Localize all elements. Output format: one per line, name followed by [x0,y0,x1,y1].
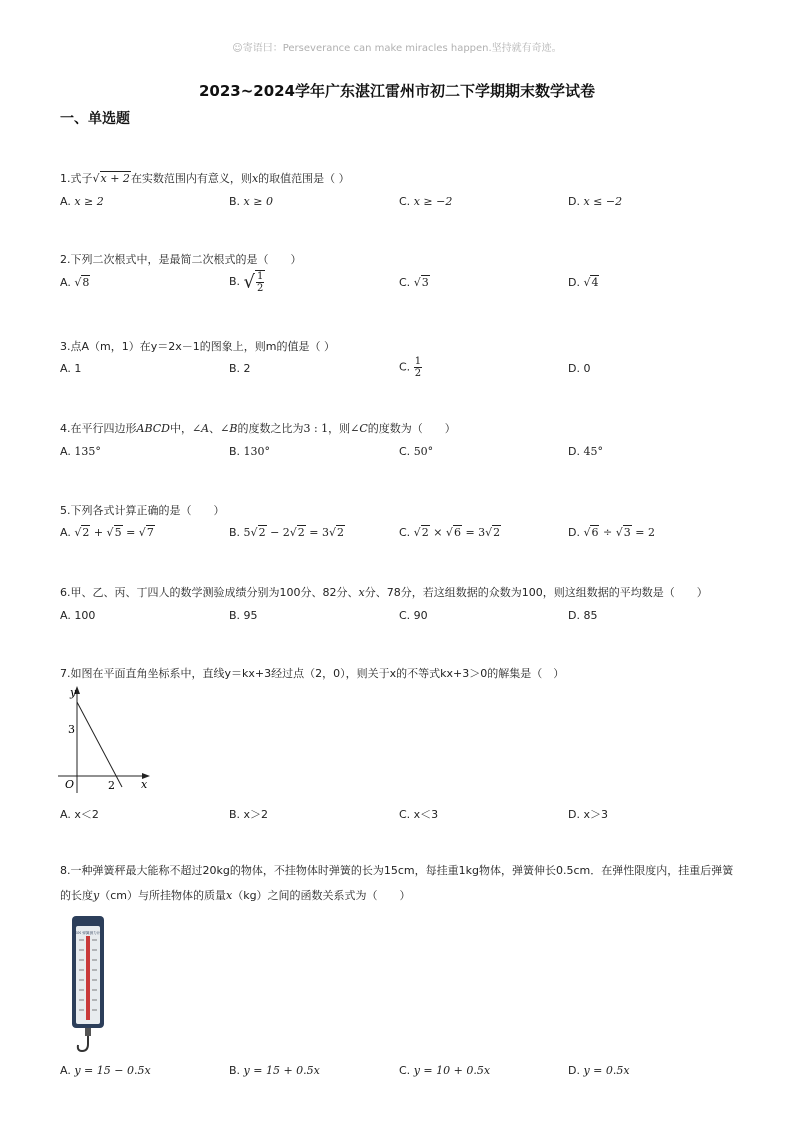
q2-options [60,271,760,304]
q6-options [60,609,760,631]
q7-graph [56,683,156,795]
q5-options [60,526,760,548]
q4-options [60,445,760,467]
q5-option-c[interactable]: C. √2 × √6 = 3√2 [399,526,501,539]
q8-option-d[interactable]: D. y = 0.5x [568,1064,630,1077]
q6-option-a[interactable]: A. 100 [60,609,96,622]
scale-label: 5N 弹簧测力计 [75,931,101,935]
q3-option-b[interactable]: B. 2 [229,362,251,375]
x-axis-label: x [141,778,148,791]
graph-line [77,702,122,787]
motto: ☺寄语曰：Perseverance can make miracles happen.坚持就有奇迹。 [232,43,562,54]
scale-indicator [86,936,90,1020]
q5-option-b[interactable]: B. 5√2 − 2√2 = 3√2 [229,526,345,539]
q3-option-c[interactable]: C. $\frac{1}{2}$ [399,356,422,379]
q1-option-d[interactable]: D. x ≤ −2 [568,195,623,208]
q8-option-a[interactable]: A. y = 15 − 0.5x [60,1064,151,1077]
q1-option-c[interactable]: C. x ≥ −2 [399,195,453,208]
q4-option-d[interactable]: D. 45° [568,445,603,458]
q8-option-c[interactable]: C. y = 10 + 0.5x [399,1064,491,1077]
question-8-line-2: 的长度y（cm）与所挂物体的质量x（kg）之间的函数关系式为（ ） [60,889,411,902]
x-intercept-label: 2 [108,779,115,792]
q7-option-c[interactable]: C. x＜3 [399,808,439,821]
q5-option-a[interactable]: A. √2 + √5 = √7 [60,526,154,539]
q2-option-d[interactable]: D. √4 [568,276,599,289]
q6-option-d[interactable]: D. 85 [568,609,598,622]
scale-shaft [85,1028,91,1036]
q3-option-a[interactable]: A. 1 [60,362,82,375]
q3-options [60,356,760,388]
question-5: 5.下列各式计算正确的是（ ） [60,504,225,517]
question-4: 4.在平行四边形ABCD中，∠A、∠B的度数之比为3 : 1，则∠C的度数为（ ） [60,422,456,435]
q6-option-b[interactable]: B. 95 [229,609,258,622]
q4-option-a[interactable]: A. 135° [60,445,101,458]
q2-option-b[interactable]: B. √ $\frac{1}{2}$ [229,271,264,294]
spring-scale-image [66,914,110,1054]
q1-post: 的取值范围是（ ） [258,172,350,185]
question-3: 3.点A（m，1）在y＝2x－1的图象上，则m的值是（ ） [60,340,335,353]
question-8-line-1: 8.一种弹簧秤最大能称不超过20kg的物体，不挂物体时弹簧的长为15cm，每挂重1kg物体，弹簧伸长0.5cm．在弹性限度内，挂重后弹簧 [60,864,734,877]
q7-option-a[interactable]: A. x＜2 [60,808,99,821]
page-title: 2023~2024学年广东湛江雷州市初二下学期期末数学试卷 [198,82,596,100]
q8-options [60,1064,760,1086]
q1-option-b[interactable]: B. x ≥ 0 [229,195,273,208]
q1-var: x [251,172,259,185]
question-6: 6.甲、乙、丙、丁四人的数学测验成绩分别为100分、82分、x分、78分，若这组数据的众数为100，则这组数据的平均数是（ ） [60,586,708,599]
q1-mid: 在实数范围内有意义，则 [130,172,252,185]
q4-option-c[interactable]: C. 50° [399,445,434,458]
question-7: 7.如图在平面直角坐标系中，直线y＝kx+3经过点（2，0），则关于x的不等式kx+3＞0的解集是（ ） [60,667,565,680]
question-2: 2.下列二次根式中，是最简二次根式的是（ ） [60,253,302,266]
q7-option-d[interactable]: D. x＞3 [568,808,608,821]
q8-option-b[interactable]: B. y = 15 + 0.5x [229,1064,320,1077]
section-heading: 一、单选题 [60,111,130,127]
y-intercept-label: 3 [68,723,75,736]
q7-options [60,806,760,828]
q5-option-d[interactable]: D. √6 ÷ √3 = 2 [568,526,655,539]
q4-option-b[interactable]: B. 130° [229,445,271,458]
q2-option-a[interactable]: A. √8 [60,276,90,289]
q1-options [60,195,760,217]
q6-option-c[interactable]: C. 90 [399,609,428,622]
hook-icon [78,1036,88,1051]
y-axis-label: y [70,686,77,699]
q1-option-a[interactable]: A. x ≥ 2 [60,195,104,208]
q3-option-d[interactable]: D. 0 [568,362,591,375]
q1-pre: 1.式子 [60,172,93,185]
origin-label: O [65,778,75,791]
q7-option-b[interactable]: B. x＞2 [229,808,269,821]
q1-radicand: x + 2 [100,172,130,185]
q2-option-c[interactable]: C. √3 [399,276,429,289]
question-1: 1.式子√x + 2在实数范围内有意义，则x的取值范围是（ ） [60,172,350,185]
